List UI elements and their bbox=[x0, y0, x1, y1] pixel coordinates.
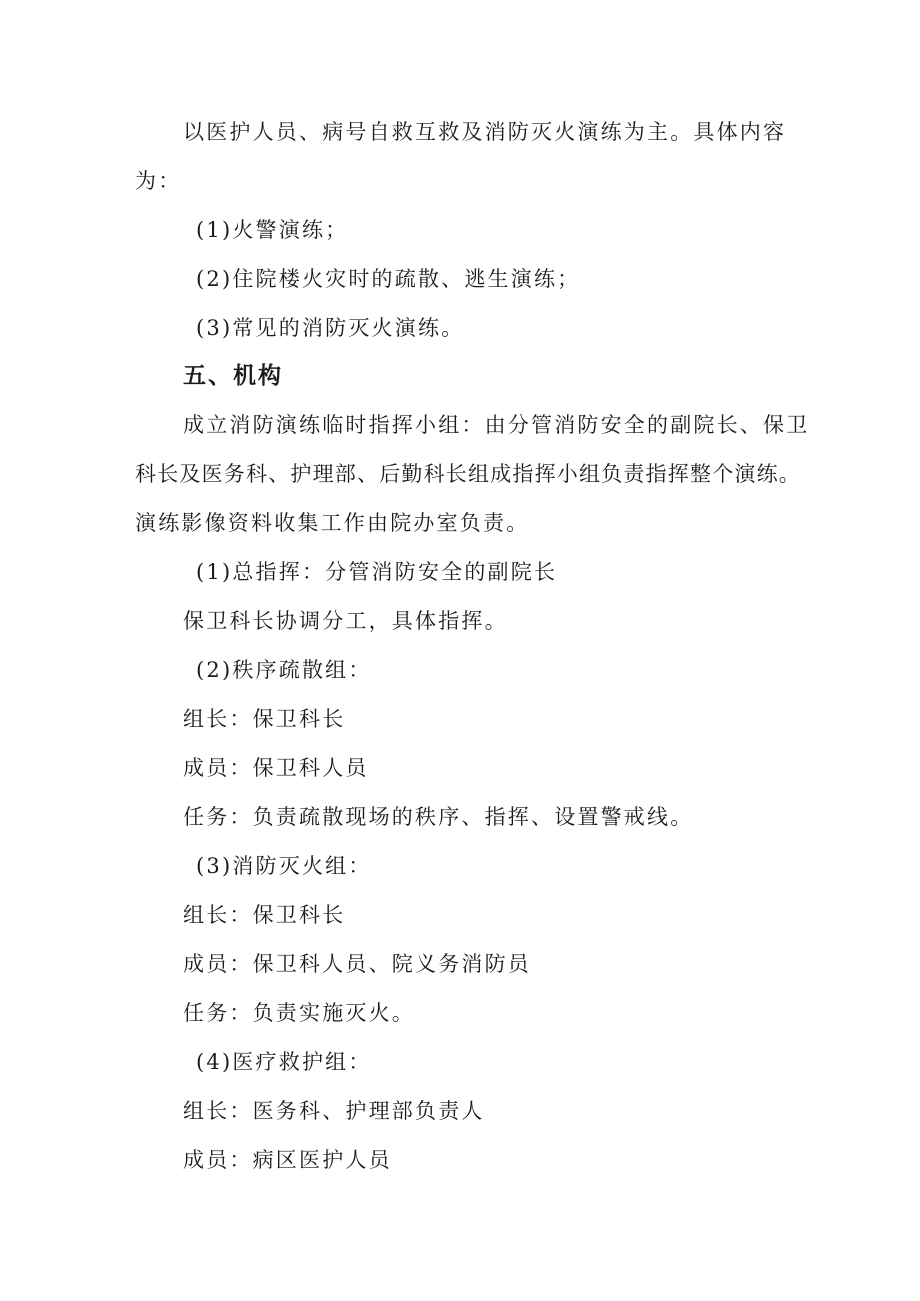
list-item: (3)消防灭火组： bbox=[196, 854, 372, 878]
list-item: (2)秩序疏散组： bbox=[196, 658, 372, 682]
list-item: (1)总指挥：分管消防安全的副院长 bbox=[196, 560, 558, 584]
paragraph-line: 成立消防演练临时指挥小组：由分管消防安全的副院长、保卫 bbox=[183, 413, 810, 437]
list-item: (1)火警演练； bbox=[196, 218, 349, 242]
paragraph-line: 组长：保卫科长 bbox=[183, 903, 346, 927]
paragraph-line: 任务：负责疏散现场的秩序、指挥、设置警戒线。 bbox=[183, 805, 694, 829]
paragraph-line: 组长：医务科、护理部负责人 bbox=[183, 1099, 485, 1123]
paragraph-line: 组长：保卫科长 bbox=[183, 707, 346, 731]
paragraph-line: 科长及医务科、护理部、后勤科长组成指挥小组负责指挥整个演练。 bbox=[135, 462, 801, 486]
list-item: (2)住院楼火灾时的疏散、逃生演练； bbox=[196, 267, 581, 291]
paragraph-line: 任务：负责实施灭火。 bbox=[183, 1001, 415, 1025]
paragraph-line: 演练影像资料收集工作由院办室负责。 bbox=[135, 511, 530, 535]
paragraph-line: 成员：保卫科人员、院义务消防员 bbox=[183, 952, 531, 976]
paragraph-line: 保卫科长协调分工，具体指挥。 bbox=[183, 609, 508, 633]
list-item: (3)常见的消防灭火演练。 bbox=[196, 316, 465, 340]
paragraph-line: 成员：保卫科人员 bbox=[183, 756, 369, 780]
paragraph-line: 为： bbox=[135, 169, 182, 193]
paragraph-line: 以医护人员、病号自救互救及消防灭火演练为主。具体内容 bbox=[183, 120, 787, 144]
section-heading: 五、机构 bbox=[183, 363, 283, 389]
paragraph-line: 成员：病区医护人员 bbox=[183, 1148, 392, 1172]
list-item: (4)医疗救护组： bbox=[196, 1050, 372, 1074]
